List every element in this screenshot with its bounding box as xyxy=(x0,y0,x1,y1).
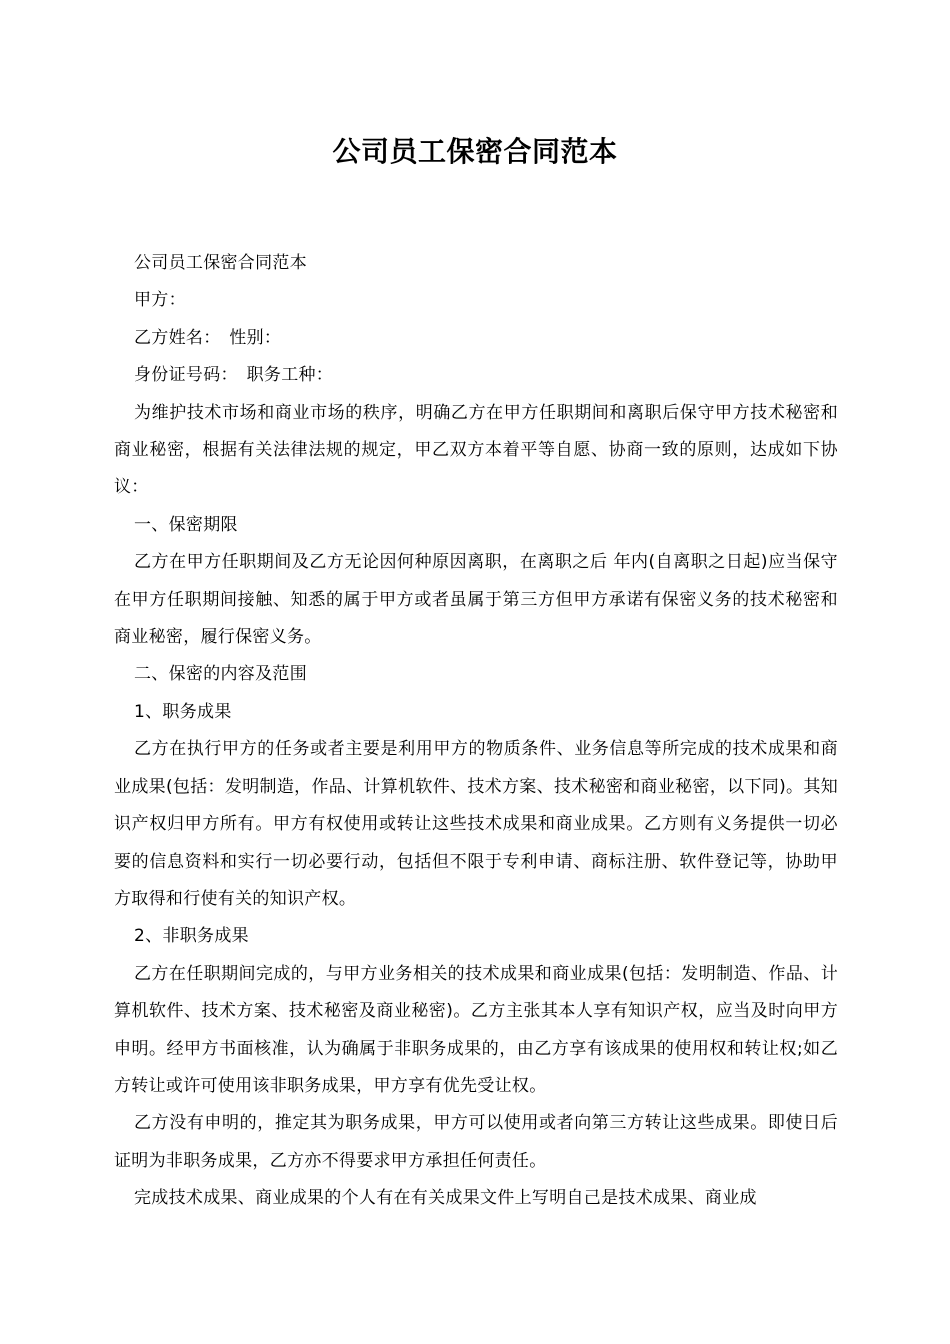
body-paragraph: 为维护技术市场和商业市场的秩序，明确乙方在甲方任职期间和离职后保守甲方技术秘密和商业秘密，根据有关法律法规的规定，甲乙双方本着平等自愿、协商一致的原则，达成如下协议： xyxy=(114,402,838,498)
body-paragraph: 乙方没有申明的，推定其为职务成果，甲方可以使用或者向第三方转让这些成果。即使日后证明为非职务成果，乙方亦不得要求甲方承担任何责任。 xyxy=(114,1113,838,1171)
body-paragraph: 甲方： xyxy=(134,290,186,311)
body-paragraph: 乙方在甲方任职期间及乙方无论因何种原因离职，在离职之后 年内(自离职之日起)应当保守在甲方任职期间接触、知悉的属于甲方或者虽属于第三方但甲方承诺有保密义务的技术秘密和商业秘密，履行保密义务。 xyxy=(114,552,838,648)
body-paragraph: 完成技术成果、商业成果的个人有在有关成果文件上写明自己是技术成果、商业成 xyxy=(134,1188,757,1209)
body-paragraph: 公司员工保密合同范本 xyxy=(134,253,307,273)
body-paragraph: 乙方在任职期间完成的，与甲方业务相关的技术成果和商业成果(包括：发明制造、作品、计算机软件、技术方案、技术秘密及商业秘密)。乙方主张其本人享有知识产权，应当及时向甲方申明。经甲方书面核准，认为确属于非职务成果的，由乙方享有该成果的使用权和转让权;如乙方转让或许可使用该非职务成果，甲方享有优先受让权。 xyxy=(114,963,838,1096)
subsection-heading: 1、职务成果 xyxy=(134,701,232,722)
subsection-heading: 2、非职务成果 xyxy=(134,926,249,947)
document-title: 公司员工保密合同范本 xyxy=(332,135,618,168)
body-paragraph: 乙方姓名： 性别： xyxy=(134,327,282,348)
body-paragraph: 身份证号码： 职务工种： xyxy=(134,365,334,386)
section-heading: 二、保密的内容及范围 xyxy=(134,664,307,685)
section-heading: 一、保密期限 xyxy=(134,514,238,535)
body-paragraph: 乙方在执行甲方的任务或者主要是利用甲方的物质条件、业务信息等所完成的技术成果和商业成果(包括：发明制造，作品、计算机软件、技术方案、技术秘密和商业秘密，以下同)。其知识产权归甲方所有。甲方有权使用或转让这些技术成果和商业成果。乙方则有义务提供一切必要的信息资料和实行一切必要行动，包括但不限于专利申请、商标注册、软件登记等，协助甲方取得和行使有关的知识产权。 xyxy=(114,739,838,909)
document-body xyxy=(114,245,838,1218)
